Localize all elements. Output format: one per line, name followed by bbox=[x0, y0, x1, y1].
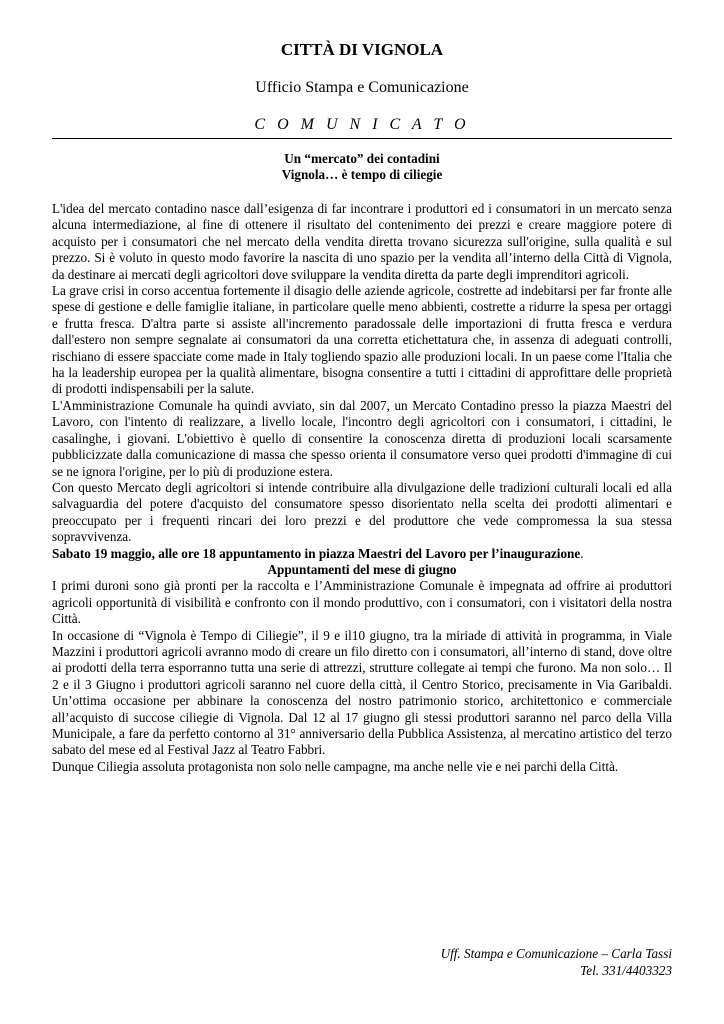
signature-line: Uff. Stampa e Comunicazione – Carla Tassi bbox=[440, 946, 672, 961]
announcement-tail: . bbox=[580, 545, 584, 561]
paragraph: In occasione di “Vignola è Tempo di Ciliegie”, il 9 e il10 giugno, tra la miriade di attività in programma, in Viale Mazzini i produttori agricoli avranno modo di creare un filo diretto con i consumatori, all’interno di stand, dove oltre ai prodotti della terra esporranno tutta una serie di attrezzi, strutture collegate ai tempi che furono. Ma non solo… Il 2 e il 3 Giugno i produttori agricoli saranno nel cuore della città, il Centro Storico, precisamente in Via Garibaldi. Un’ottima occasione per abbinare la conoscenza del nostro patrimonio storico, architettonico e commerciale all’acquisto di succose ciliegie di Vignola. Dal 12 al 17 giugno gli stessi produttori saranno nel parco della Villa Municipale, a fare da perfetto contorno al 31° anniversario della Pubblica Assistenza, al mercatino artistico del terzo sabato del mese ed al Festival Jazz al Teatro Fabbri. bbox=[52, 627, 672, 758]
paragraph: La grave crisi in corso accentua fortemente il disagio delle aziende agricole, costrette ad indebitarsi per far fronte alle spese di gestione e delle famiglie italiane, in particolare quelle meno abbienti, costrette a ridurre la spesa per ortaggi e frutta fresca. D'altra parte si assiste all'incremento paradossale delle importazioni di frutta fresca e verdura dall'estero non sempre segnalate ai consumatori da una corretta etichettatura che, in assenza di adeguati controlli, rischiano di essere spacciate come made in Italy togliendo spazio alle produzioni locali. In un paese come l'Italia che ha la leadership europea per la qualità alimentare, bisogna consentire a tutti i cittadini di approfittare delle proprietà di prodotti indispensabili per la salute. bbox=[52, 283, 672, 397]
announcement-bold: Sabato 19 maggio, alle ore 18 appuntamento in piazza Maestri del Lavoro per l’inaugurazione bbox=[52, 545, 581, 561]
press-release-headline bbox=[52, 151, 672, 183]
paragraph: Con questo Mercato degli agricoltori si intende contribuire alla divulgazione delle tradizioni culturali locali ed alla salvaguardia del potere d'acquisto del consumatore spesso disorientato nella scelta dei prodotti alimentari e preoccupato per i frequenti rincari dei loro prezzi e del produttore che vede compromessa la sua stessa sopravvivenza. bbox=[52, 479, 672, 545]
header-divider bbox=[52, 138, 672, 139]
press-release-body bbox=[52, 201, 672, 775]
footer-signature bbox=[441, 946, 672, 979]
june-section-title: Appuntamenti del mese di giugno bbox=[267, 561, 457, 577]
paragraph: L'idea del mercato contadino nasce dall’esigenza di far incontrare i produttori ed i consumatori in un mercato senza alcuna intermediazione, al fine di ottenere il risultato del contenimento dei prezzi e creare maggiore potere di acquisto per i consumatori che nel mercato della vendita diretta trovano sicurezza sull'origine, sulla qualità e sul prezzo. Si è voluto in questo modo favorire la nascita di uno spazio per la vendita all’interno della Città di Vignola, da destinare ai mercati degli agricoltori dove sviluppare la vendita diretta da parte degli imprenditori agricoli. bbox=[52, 201, 672, 282]
paragraph: Dunque Ciliegia assoluta protagonista non solo nelle campagne, ma anche nelle vie e nei parchi della Città. bbox=[52, 758, 619, 774]
city-title: CITTÀ DI VIGNOLA bbox=[280, 40, 444, 59]
phone-line: Tel. 331/4403323 bbox=[580, 962, 672, 978]
paragraph: L'Amministrazione Comunale ha quindi avviato, sin dal 2007, un Mercato Contadino presso la piazza Maestri del Lavoro, con l'intento di realizzare, a livello locale, l'incontro degli agricoltori con i consumatori, i cittadini, le casalinghe, i giovani. L'obiettivo è quello di consentire la conoscenza diretta di produzioni locali scarsamente pubblicizzate dalla comunicazione di massa che spesso orienta il consumatore verso quei prodotti d'immagine di cui se ne ignora l'origine, per lo più di produzione estera. bbox=[52, 397, 672, 479]
office-name: Ufficio Stampa e Comunicazione bbox=[255, 79, 469, 96]
headline-line-2: Vignola… è tempo di ciliegie bbox=[281, 167, 443, 182]
press-release-page bbox=[52, 40, 672, 775]
paragraph: I primi duroni sono già pronti per la raccolta e l’Amministrazione Comunale è impegnata ad offrire ai produttori agricoli opportunità di visibilità e confronto con il mondo produttivo, con i consumatori, con i visitatori della nostra Città. bbox=[52, 578, 672, 627]
headline-line-1: Un “mercato” dei contadini bbox=[284, 151, 440, 166]
announcement bbox=[52, 546, 672, 562]
document-type: C O M U N I C A T O bbox=[254, 116, 470, 133]
